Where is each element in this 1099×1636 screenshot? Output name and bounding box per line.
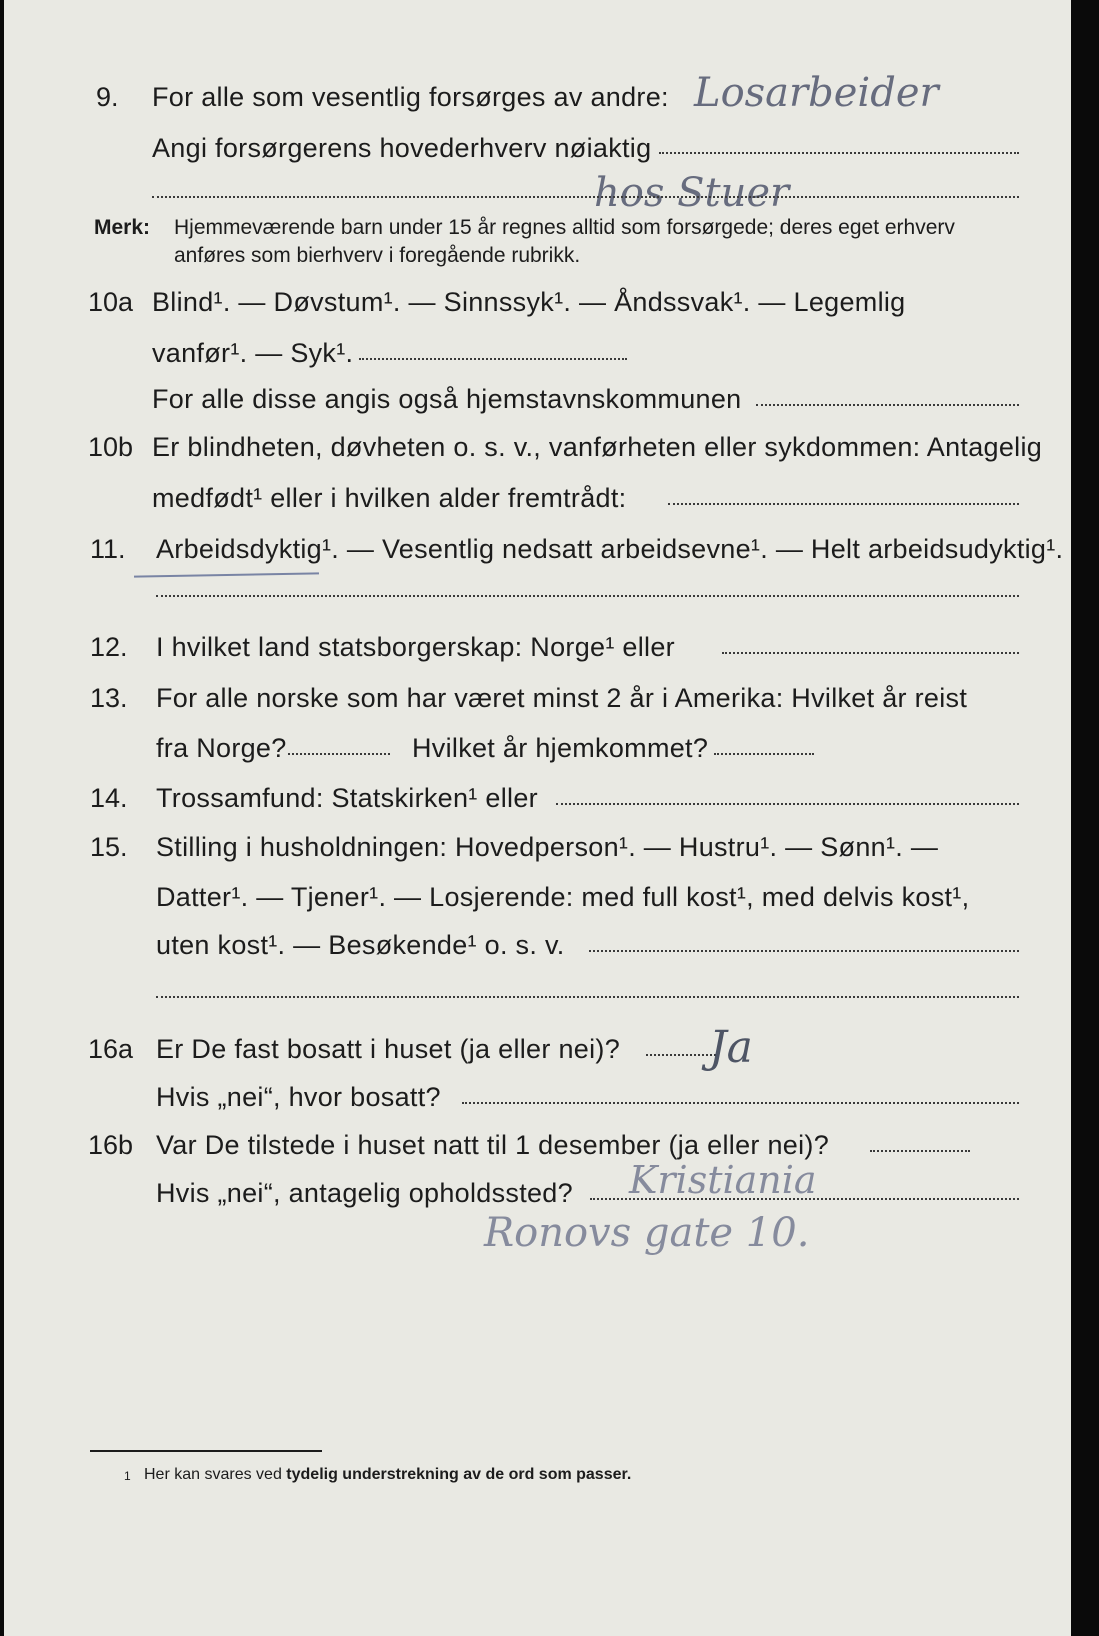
merk-label: Merk: (94, 216, 151, 239)
q16b-answer-line-1 (870, 1150, 970, 1152)
census-form-page (4, 0, 1071, 1636)
q16a-handwritten: Ja (709, 1022, 753, 1073)
q10a-line2: vanfør¹. — Syk¹. (152, 338, 354, 368)
q15-line3: uten kost¹. — Besøkende¹ o. s. v. (156, 930, 565, 960)
q9-handwritten-1: Losarbeider (694, 70, 939, 116)
q16b-number: 16b (88, 1130, 134, 1160)
q13-line1: For alle norske som har været minst 2 år i Amerika: Hvilket år reist (156, 683, 968, 713)
footnote-mark: 1 (124, 1469, 131, 1483)
q9-number: 9. (96, 82, 119, 112)
q9-handwritten-2: hos Stuer (594, 170, 790, 216)
q14-line1: Trossamfund: Statskirken¹ eller (156, 783, 538, 813)
q10a-line1: Blind¹. — Døvstum¹. — Sinnssyk¹. — Åndssvak¹. — Legemlig (152, 287, 906, 317)
q12-number: 12. (90, 632, 128, 662)
q13-answer-line-1 (288, 753, 390, 755)
q15-line2: Datter¹. — Tjener¹. — Losjerende: med full kost¹, med delvis kost¹, (156, 882, 970, 912)
q16b-handwritten-1: Kristiania (629, 1158, 817, 1202)
q11-answer-line (156, 595, 1019, 597)
q13-line2b: Hvilket år hjemkommet? (412, 733, 709, 763)
q11-underline-mark (134, 572, 319, 577)
q10a-line3: For alle disse angis også hjemstavnskommunen (152, 384, 742, 414)
footnote-text-a: Her kan svares ved (144, 1466, 282, 1483)
q9-answer-line-1 (659, 152, 1019, 154)
q16a-answer-line-1 (646, 1054, 716, 1056)
q13-answer-line-2 (714, 753, 814, 755)
q10b-number: 10b (88, 432, 134, 462)
q15-answer-line-2 (156, 996, 1019, 998)
q16a-number: 16a (88, 1034, 134, 1064)
q13-number: 13. (90, 683, 128, 713)
footnote-text (144, 1466, 631, 1484)
q11-line1: Arbeidsdyktig¹. — Vesentlig nedsatt arbeidsevne¹. — Helt arbeidsudyktig¹. (156, 534, 1064, 564)
q12-line1: I hvilket land statsborgerskap: Norge¹ eller (156, 632, 675, 662)
q14-answer-line (556, 803, 1019, 805)
q10b-line2: medfødt¹ eller i hvilken alder fremtrådt: (152, 483, 627, 513)
q10b-answer-line (668, 503, 1019, 505)
merk-line2: anføres som bierhverv i foregående rubrikk. (174, 244, 581, 267)
q9-line2: Angi forsørgerens hovederhverv nøiaktig (152, 133, 652, 163)
footnote-text-b: tydelig understrekning av de ord som passer. (286, 1466, 632, 1483)
q9-line1: For alle som vesentlig forsørges av andre: (152, 82, 669, 112)
q15-answer-line-1 (589, 950, 1019, 952)
footnote-rule (90, 1450, 322, 1452)
q16b-line2: Hvis „nei“, antagelig opholdssted? (156, 1178, 573, 1208)
q10a-answer-line-2 (756, 404, 1019, 406)
q15-number: 15. (90, 832, 128, 862)
q11-number: 11. (90, 534, 126, 564)
q16a-line2: Hvis „nei“, hvor bosatt? (156, 1082, 441, 1112)
q10a-answer-line-1 (359, 358, 627, 360)
q16a-line1: Er De fast bosatt i huset (ja eller nei)? (156, 1034, 621, 1064)
q16b-handwritten-2: Ronovs gate 10. (484, 1210, 810, 1256)
q16b-line1: Var De tilstede i huset natt til 1 desember (ja eller nei)? (156, 1130, 830, 1160)
q12-answer-line (722, 652, 1019, 654)
q15-line1: Stilling i husholdningen: Hovedperson¹. — Hustru¹. — Sønn¹. — (156, 832, 939, 862)
merk-line1: Hjemmeværende barn under 15 år regnes alltid som forsørgede; deres eget erhverv (174, 216, 955, 239)
q10b-line1: Er blindheten, døvheten o. s. v., vanførheten eller sykdommen: Antagelig (152, 432, 1043, 462)
q9-answer-line-2 (152, 196, 1019, 198)
q10a-number: 10a (88, 287, 134, 317)
q13-line2a: fra Norge? (156, 733, 287, 763)
q16a-answer-line-2 (462, 1102, 1019, 1104)
q14-number: 14. (90, 783, 128, 813)
